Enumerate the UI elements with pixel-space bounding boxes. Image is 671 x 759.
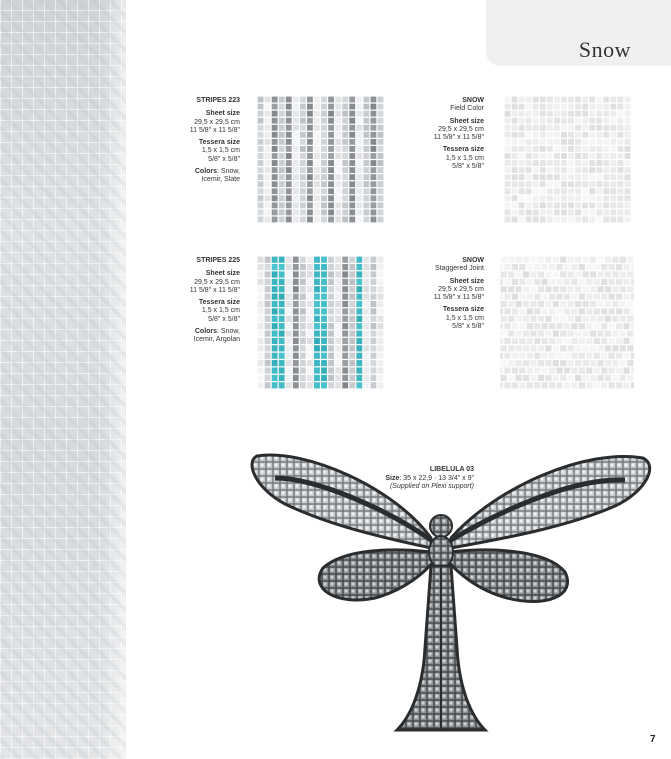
colors-label: Colors <box>194 328 218 336</box>
stripes-225-sheet-image <box>257 256 384 389</box>
product-name: SNOW <box>462 97 484 104</box>
tessera-size-cm: 1,5 x 1,5 cm <box>445 314 484 322</box>
tessera-size-label: Tessera size <box>442 306 484 314</box>
product-name: SNOW <box>462 257 484 264</box>
snow-staggered-sheet-image <box>500 256 634 389</box>
tessera-size-in: 5/8" x 5/8" <box>452 163 484 171</box>
tessera-size-label: Tessera size <box>198 299 240 307</box>
colors-line <box>180 328 240 345</box>
tessera-size-in: 5/8" x 5/8" <box>452 323 484 331</box>
tessera-size-label: Tessera size <box>198 139 240 147</box>
sheet-size-cm: 29,5 x 29,5 cm <box>194 118 240 126</box>
snow-staggered-spec <box>420 257 484 331</box>
colors-value: : Snow, Icemir, Argolan <box>193 328 240 344</box>
sheet-size-in: 11 5/8" x 11 5/8" <box>433 294 484 302</box>
stripes-223-sheet-image <box>257 96 384 223</box>
title-tab <box>486 0 671 66</box>
tessera-size-label: Tessera size <box>442 146 484 154</box>
sheet-size-label: Sheet size <box>205 110 240 118</box>
tessera-size-in: 5/8" x 5/8" <box>208 315 240 323</box>
sheet-size-cm: 29,5 x 29,5 cm <box>438 285 484 293</box>
sheet-size-in: 11 5/8" x 11 5/8" <box>189 126 240 134</box>
product-name: STRIPES 223 <box>196 97 240 104</box>
product-subtitle: Field Color <box>450 105 484 113</box>
colors-line <box>180 168 240 185</box>
stripes-225-spec <box>180 257 240 345</box>
page-number: 7 <box>650 734 656 745</box>
libelula-note: (Supplied on Plexi support) <box>389 483 474 490</box>
stripes-223-spec <box>180 97 240 185</box>
dragonfly-mosaic-image <box>245 448 667 738</box>
colors-label: Colors <box>194 168 218 176</box>
product-name: STRIPES 225 <box>196 257 240 264</box>
tessera-size-cm: 1,5 x 1,5 cm <box>201 147 240 155</box>
mosaic-background-strip <box>0 0 126 759</box>
libelula-name: LIBELULA 03 <box>429 466 474 473</box>
tessera-size-in: 5/8" x 5/8" <box>208 155 240 163</box>
product-subtitle: Staggered Joint <box>434 265 484 273</box>
sheet-size-in: 11 5/8" x 11 5/8" <box>433 134 484 142</box>
sheet-size-label: Sheet size <box>449 117 484 125</box>
libelula-size-value: : 35 x 22,9 · 13 3/4" x 9" <box>399 474 474 482</box>
sheet-size-label: Sheet size <box>205 270 240 278</box>
tessera-size-cm: 1,5 x 1,5 cm <box>445 154 484 162</box>
snow-field-spec <box>420 97 484 171</box>
sheet-size-cm: 29,5 x 29,5 cm <box>438 125 484 133</box>
sheet-size-cm: 29,5 x 29,5 cm <box>194 278 240 286</box>
libelula-size-label: Size <box>385 474 400 482</box>
page-title: Snow <box>578 37 631 62</box>
tessera-size-cm: 1,5 x 1,5 cm <box>201 307 240 315</box>
sheet-size-in: 11 5/8" x 11 5/8" <box>189 286 240 294</box>
sheet-size-label: Sheet size <box>449 277 484 285</box>
snow-field-sheet-image <box>504 96 631 223</box>
colors-value: : Snow, Icemir, Slate <box>201 168 240 184</box>
